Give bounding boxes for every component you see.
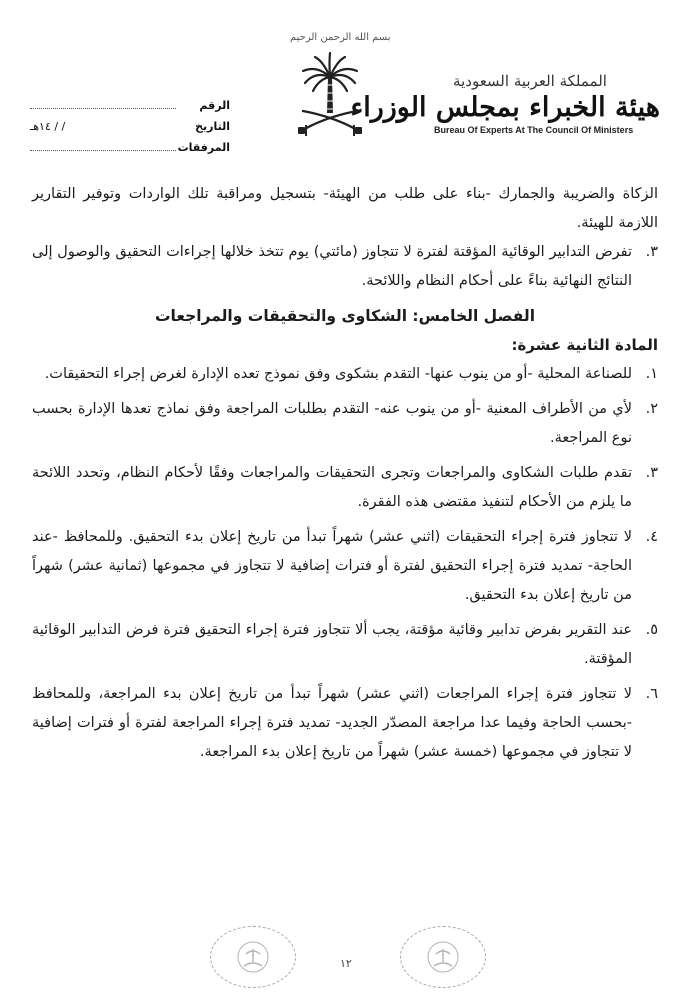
basmala: بسم الله الرحمن الرحيم [290, 32, 391, 43]
country-name: المملكة العربية السعودية [453, 72, 607, 90]
reference-attachments-label: المرفقات [177, 141, 230, 154]
item-text: للصناعة المحلية -أو من ينوب عنها- التقدم بشكوى وفق نموذج تعده الإدارة لغرض إجراء التحقيقات. [44, 366, 632, 382]
seal-emblem-icon [236, 940, 270, 974]
reference-attachments-line [30, 149, 176, 151]
item-number: ٤. [645, 529, 658, 545]
reference-attachments-row [30, 134, 230, 154]
reference-block [30, 92, 230, 155]
article-title: المادة الثانية عشرة: [511, 336, 658, 354]
list-item [32, 360, 658, 389]
document-footer [0, 922, 700, 992]
item-number: ٣. [645, 465, 658, 481]
reference-number-label: الرقم [199, 99, 230, 112]
item-text: تفرض التدابير الوقائية المؤقتة لفترة لا تتجاوز (مائتي) يوم تتخذ خلالها إجراءات التحقيق والوصول إلى النتائج النهائية بناءً على أحكام النظام واللائحة. [32, 244, 632, 289]
seal-emblem-icon [426, 940, 460, 974]
letterhead-organization [350, 72, 660, 135]
item-text: تقدم طلبات الشكاوى والمراجعات وتجرى التحقيقات والمراجعات وفقًا لأحكام النظام، وتحدد اللائحة ما يلزم من الأحكام لتنفيذ مقتضى هذه الفقرة. [32, 465, 632, 510]
item-number: ١. [645, 366, 658, 382]
previous-item-3 [32, 238, 658, 296]
reference-date-row [30, 113, 230, 133]
item-text: لا تتجاوز فترة إجراء التحقيقات (اثني عشر) شهراً تبدأ من تاريخ إعلان بدء التحقيق. وللمحافظ -عند الحاجة- تمديد فترة إجراء التحقيق لفترة أو فترات إضافية لا تتجاوز في مجموعها (ثمانية عشر) شهراً من تاريخ إعلان بدء التحقيق. [32, 529, 632, 603]
item-text: عند التقرير بفرض تدابير وقائية مؤقتة، يجب ألا تتجاوز فترة إجراء التحقيق فترة فرض التدابير الوقائية المؤقتة. [32, 622, 632, 667]
item-text: لأي من الأطراف المعنية -أو من ينوب عنه- التقدم بطلبات المراجعة وفق نماذج تعدها الإدارة بحسب نوع المراجعة. [32, 401, 632, 446]
list-item [32, 523, 658, 610]
document-body [32, 180, 658, 773]
emblem [290, 32, 391, 162]
reference-date-value: / / ١٤هـ [30, 120, 66, 133]
reference-date-label: التاريخ [195, 120, 230, 133]
item-number: ٣. [645, 244, 658, 260]
page-number: ١٢ [340, 957, 352, 970]
item-number: ٥. [645, 622, 658, 638]
palm-and-swords-emblem-icon [295, 47, 365, 147]
official-seal-icon [400, 926, 486, 988]
list-item [32, 680, 658, 767]
intro-paragraph: الزكاة والضريبة والجمارك -بناء على طلب من الهيئة- بتسجيل ومراقبة تلك الواردات وتوفير التقارير اللازمة للهيئة. [32, 186, 658, 231]
list-item [32, 395, 658, 453]
item-text: لا تتجاوز فترة إجراء المراجعات (اثني عشر) شهراً تبدأ من تاريخ إعلان بدء المراجعة، وللمحافظ -بحسب الحاجة وفيما عدا مراجعة المصدّر الجديد- تمديد فترة إجراء المراجعة لفترة أو فترات إضافية لا تتجاوز في مجموعها (خمسة عشر) شهراً من تاريخ إعلان بدء المراجعة. [32, 686, 632, 760]
chapter-title: الفصل الخامس: الشكاوى والتحقيقات والمراجعات [154, 307, 536, 325]
item-number: ٢. [645, 401, 658, 417]
reference-number-line [30, 107, 176, 109]
list-item [32, 459, 658, 517]
list-item [32, 616, 658, 674]
organization-name-english: Bureau Of Experts At The Council Of Ministers [434, 125, 634, 135]
organization-name: هيئة الخبراء بمجلس الوزراء [350, 92, 660, 123]
official-seal-icon [210, 926, 296, 988]
item-number: ٦. [645, 686, 658, 702]
reference-number-row [30, 92, 230, 112]
